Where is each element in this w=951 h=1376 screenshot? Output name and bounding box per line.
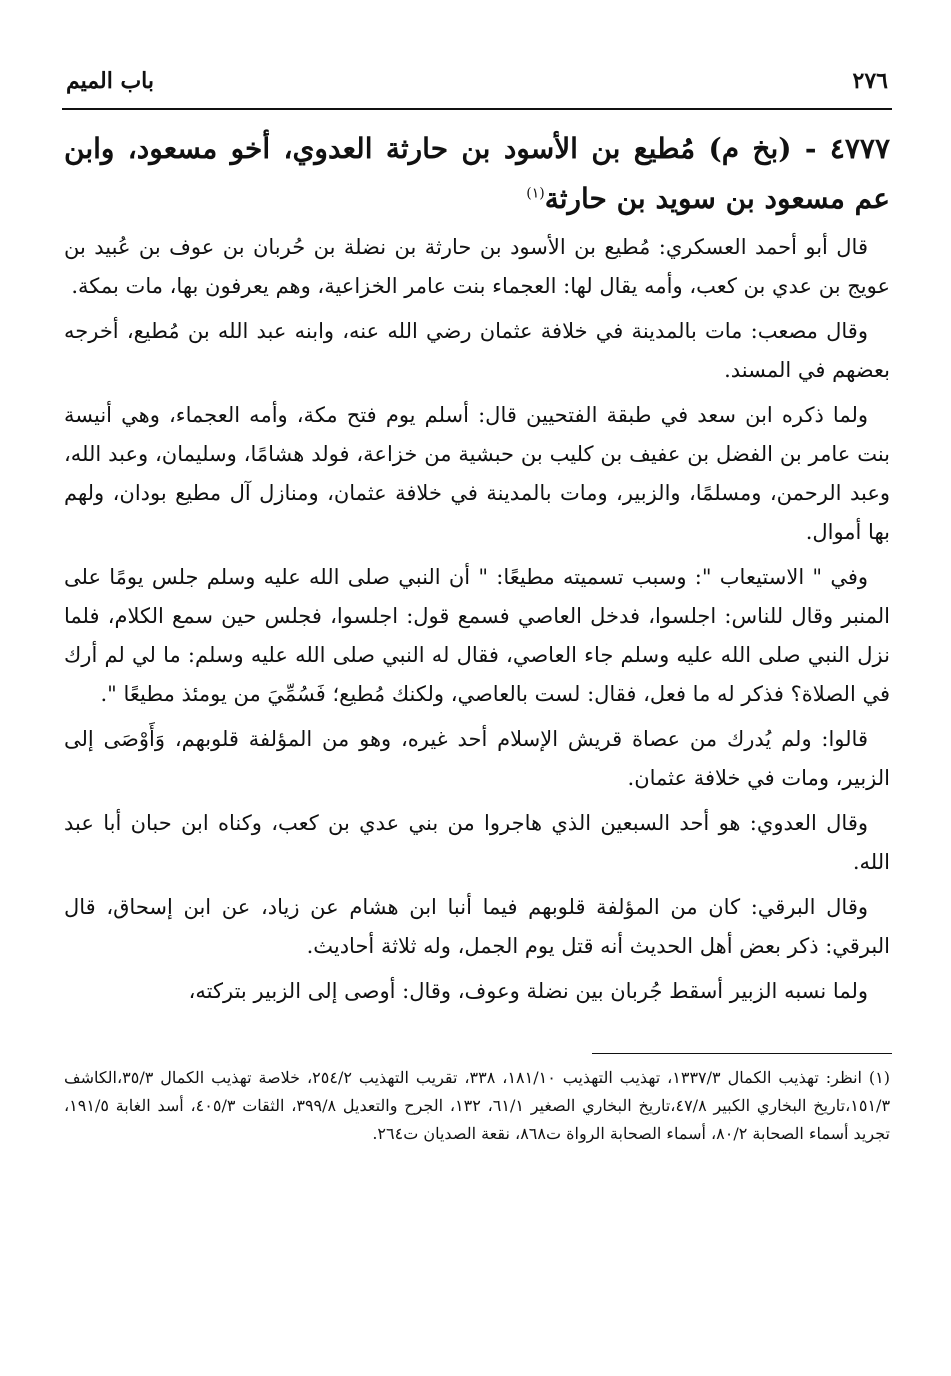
paragraph-2: وقال مصعب: مات بالمدينة في خلافة عثمان رضي الله عنه، وابنه عبد الله بن مُطيع، أخرجه بعضهم في المسند. bbox=[64, 319, 890, 382]
footnote-marker: (١) bbox=[526, 185, 545, 202]
header-divider bbox=[62, 108, 892, 110]
entry-title bbox=[64, 124, 890, 224]
paragraph-8: ولما نسبه الزبير أسقط جُربان بين نضلة وعوف، وقال: أوصى إلى الزبير بتركته، bbox=[188, 979, 868, 1003]
running-header bbox=[62, 68, 892, 108]
footnote-divider bbox=[592, 1053, 892, 1054]
paragraph-3: ولما ذكره ابن سعد في طبقة الفتحيين قال: أسلم يوم فتح مكة، وأمه العجماء، وهي أنيسة بنت عامر بن الفضل بن عفيف بن كليب بن حبشية من خزاعة، فولد هشامًا، وسليمان، وعبد الله، وعبد الرحمن، ومسلمًا، والزبير، ومات بالمدينة في خلافة عثمان، ومنازل آل مطيع بودان، ولهم بها أموال. bbox=[64, 403, 890, 544]
paragraph-1: قال أبو أحمد العسكري: مُطيع بن الأسود بن حارثة بن نضلة بن حُربان بن عوف بن عُبيد بن عويج بن عدي بن كعب، وأمه يقال لها: العجماء بنت عامر الخزاعية، وهم يعرفون بها، مات بمكة. bbox=[64, 235, 890, 298]
book-page bbox=[62, 68, 892, 1148]
paragraph-7: وقال البرقي: كان من المؤلفة قلوبهم فيما أنبا ابن هشام عن زياد، عن ابن إسحاق، قال البرقي: ذكر بعض أهل الحديث أنه قتل يوم الجمل، وله ثلاثة أحاديث. bbox=[64, 895, 890, 958]
footnote: (١) انظر: تهذيب الكمال ١٣٣٧/٣، تهذيب التهذيب ١٨١/١٠، ٣٣٨، تقريب التهذيب ٢٥٤/٢، خلاصة تهذيب الكمال ٣٥/٣،الكاشف ١٥١/٣،تاريخ البخاري الكبير ٤٧/٨،تاريخ البخاري الصغير ٦١/١، ١٣٢، الجرح والتعديل ٣٩٩/٨، الثقات ٤٠٥/٣، أسد الغابة ١٩١/٥، تجريد أسماء الصحابة ٨٠/٢، أسماء الصحابة الرواة ت٨٦٨، نقعة الصديان ت٢٦٤. bbox=[64, 1068, 891, 1143]
paragraph-5: قالوا: ولم يُدرك من عصاة قريش الإسلام أحد غيره، وهو من المؤلفة قلوبهم، وَأَوْصَى إلى الزبير، ومات في خلافة عثمان. bbox=[64, 727, 890, 790]
section-title: باب الميم bbox=[66, 68, 155, 94]
paragraph-6: وقال العدوي: هو أحد السبعين الذي هاجروا من بني عدي بن كعب، وكناه ابن حبان أبا عبد الله. bbox=[64, 811, 890, 874]
entry-title-text: ٤٧٧٧ - (بخ م) مُطيع بن الأسود بن حارثة العدوي، أخو مسعود، وابن عم مسعود بن سويد بن حارثة bbox=[64, 132, 890, 215]
page-number: ٢٧٦ bbox=[852, 68, 888, 94]
paragraph-4: وفي " الاستيعاب ": وسبب تسميته مطيعًا: " أن النبي صلى الله عليه وسلم جلس يومًا على المنبر وقال للناس: اجلسوا، فدخل العاصي فسمع قول: اجلسوا، فجلس حين سمع الكلام، فلما نزل النبي صلى الله عليه وسلم جاء العاصي، فقال له النبي صلى الله عليه وسلم: ما لي لم أرك في الصلاة؟ فذكر له ما فعل، فقال: لست بالعاصي، ولكنك مُطيع؛ فَسُمِّيَ من يومئذ مطيعًا ". bbox=[64, 565, 890, 706]
